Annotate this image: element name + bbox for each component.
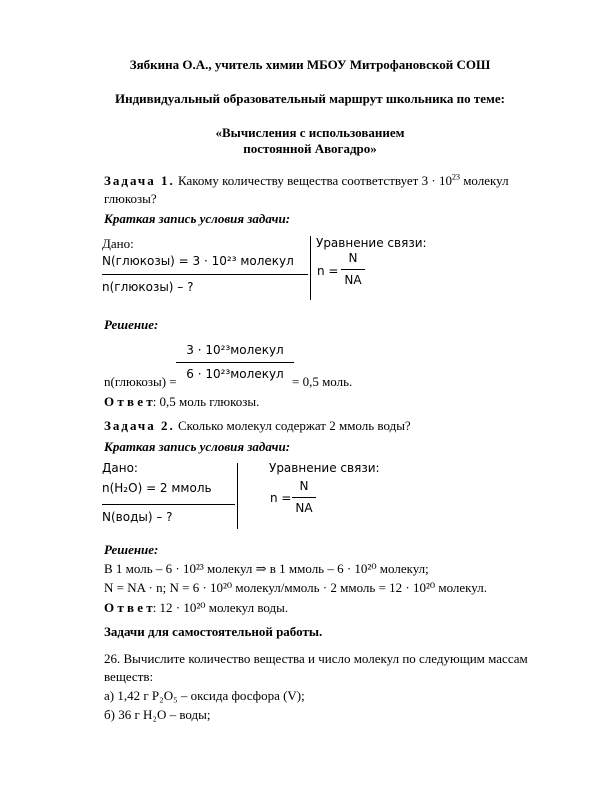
task1-frac-num: 3 · 10²³молекул xyxy=(186,343,284,357)
task2-link-header: Уравнение связи: xyxy=(269,461,380,475)
task2-answer-text: : 12 · 10²⁰ молекул воды. xyxy=(152,600,289,615)
independent-sub-a: а) 1,42 г P₂O₅ – оксида фосфора (V); xyxy=(104,688,305,703)
task1-eq-den: NA xyxy=(344,273,362,287)
task2-eq-num: N xyxy=(299,479,309,493)
task1-eq-num: N xyxy=(348,251,358,265)
independent-heading: Задачи для самостоятельной работы. xyxy=(104,624,323,639)
task1-text-after: молекул xyxy=(459,173,509,188)
task1-condition-label: Краткая запись условия задачи: xyxy=(104,211,291,226)
topic-line-2: постоянной Авогадро» xyxy=(243,141,377,156)
task1-answer xyxy=(104,394,259,410)
task1-label: Задача 1. xyxy=(104,173,175,188)
task1-frac-bar xyxy=(176,362,294,363)
task2-label: Задача 2. xyxy=(104,418,175,433)
task1-answer-text: : 0,5 моль глюкозы. xyxy=(152,394,260,409)
independent-item-line2: веществ: xyxy=(104,669,154,684)
task1-eq-lhs: n = xyxy=(317,264,339,278)
topic-line-1: «Вычисления с использованием xyxy=(215,125,405,140)
task1-given-divider xyxy=(102,274,308,275)
task1-text-before: Какому количеству вещества соответствует 3 · 10 xyxy=(178,173,452,188)
task1-solution-rhs: = 0,5 моль. xyxy=(292,374,353,389)
author-line: Зябкина О.А., учитель химии МБОУ Митрофановской СОШ xyxy=(129,57,491,72)
task1-sup: 23 xyxy=(451,172,460,182)
task1-vertical-divider xyxy=(310,236,311,300)
task2-vertical-divider xyxy=(237,463,238,529)
task2-given-header: Дано: xyxy=(102,461,138,475)
task2-solution-label: Решение: xyxy=(104,542,159,557)
task2-answer xyxy=(104,600,288,616)
task1-given-value: N(глюкозы) = 3 · 10²³ молекул xyxy=(102,254,294,268)
task1-question-line1 xyxy=(104,173,516,189)
independent-item-line1 xyxy=(104,651,528,667)
task2-eq-bar xyxy=(292,497,316,498)
task2-answer-label: О т в е т xyxy=(104,600,153,615)
task2-given-divider xyxy=(102,504,235,505)
task1-link-header: Уравнение связи: xyxy=(316,236,427,250)
task1-frac-den: 6 · 10²³молекул xyxy=(186,367,284,381)
independent-item-number: 26. xyxy=(104,651,121,666)
task2-text: Сколько молекул содержат 2 ммоль воды? xyxy=(178,418,411,433)
independent-item-text-line1: Вычислите количество вещества и число молекул по следующим массам xyxy=(123,651,528,666)
task2-given-find: N(воды) – ? xyxy=(102,510,173,524)
task2-eq-lhs: n = xyxy=(270,491,292,505)
task2-given-box xyxy=(102,461,238,529)
task1-solution-label: Решение: xyxy=(104,317,159,332)
task2-eq-den: NA xyxy=(295,501,313,515)
task1-given-box xyxy=(102,236,310,300)
task1-given-find: n(глюкозы) – ? xyxy=(102,280,194,294)
task1-eq-bar xyxy=(341,269,365,270)
task2-condition-label: Краткая запись условия задачи: xyxy=(104,439,291,454)
task1-question-line2: глюкозы? xyxy=(104,191,157,206)
task2-solution-line1: В 1 моль – 6 · 10²³ молекул ⇒ в 1 ммоль – 6 · 10²⁰ молекул; xyxy=(104,561,429,576)
page-content xyxy=(102,40,528,780)
independent-sub-b: б) 36 г H₂O – воды; xyxy=(104,707,211,722)
task2-question xyxy=(104,418,411,434)
task1-solution-lhs: n(глюкозы) = xyxy=(104,374,177,389)
task2-solution-line2: N = NA · n; N = 6 · 10²⁰ молекул/ммоль · 2 ммоль = 12 · 10²⁰ молекул. xyxy=(104,580,487,595)
task1-answer-label: О т в е т xyxy=(104,394,153,409)
subtitle-line: Индивидуальный образовательный маршрут школьника по теме: xyxy=(114,91,506,106)
task1-given-header: Дано: xyxy=(102,236,134,251)
task2-given-value: n(H₂O) = 2 ммоль xyxy=(102,481,212,495)
